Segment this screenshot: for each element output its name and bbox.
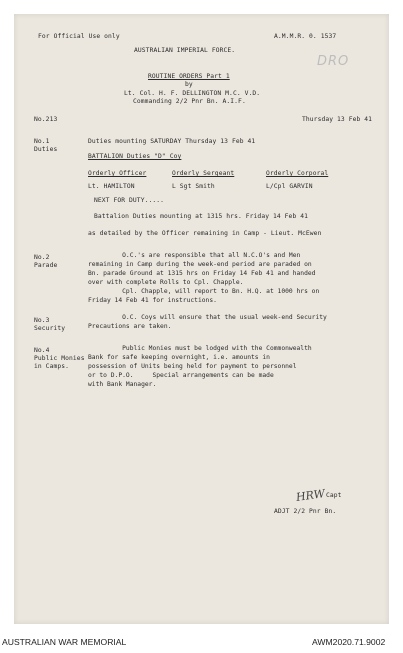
name-orderly-corporal: L/Cpl GARVIN: [266, 183, 313, 190]
classification-label: For Official Use only: [38, 33, 120, 40]
section1-line2: as detailed by the Officer remaining in Camp - Lieut. McEwen: [88, 230, 322, 237]
section4-number: No.4: [34, 347, 50, 354]
signature-appointment: ADJT 2/2 Pnr Bn.: [274, 508, 337, 515]
section3-heading: Security: [34, 325, 66, 332]
footer-accession-number: AWM2020.71.9002: [312, 637, 386, 647]
section1-number: No.1: [34, 138, 50, 145]
order-date: Thursday 13 Feb 41: [302, 116, 373, 123]
battalion-duties: BATTALION Duties "D" Coy: [88, 153, 182, 160]
section3-number: No.3: [34, 317, 50, 324]
signature-rank: Capt: [326, 492, 342, 499]
column-orderly-sergeant: Orderly Sergeant: [172, 170, 235, 177]
document-page: [14, 14, 389, 624]
section4-heading-line2: in Camps.: [34, 363, 70, 370]
section2-heading: Parade: [34, 262, 58, 269]
footer-archive-name: AUSTRALIAN WAR MEMORIAL: [2, 637, 127, 647]
section1-heading: Duties: [34, 146, 58, 153]
name-orderly-sergeant: L Sgt Smith: [172, 183, 215, 190]
section1-intro: Duties mounting SATURDAY Thursday 13 Feb 41: [88, 138, 256, 145]
section1-line1: Battalion Duties mounting at 1315 hrs. Friday 14 Feb 41: [94, 213, 309, 220]
force-title: AUSTRALIAN IMPERIAL FORCE.: [134, 47, 236, 54]
by-line: by: [185, 81, 193, 88]
next-for-duty: NEXT FOR DUTY.....: [94, 197, 165, 204]
section2-number: No.2: [34, 254, 50, 261]
officer-line: Lt. Col. H. F. DELLINGTON M.C. V.D.: [124, 90, 261, 97]
section4-heading-line1: Public Monies: [34, 355, 85, 362]
column-orderly-corporal: Orderly Corporal: [266, 170, 329, 177]
section3-text: O.C. Coys will ensure that the usual week-end Security Precautions are taken.: [88, 314, 327, 330]
orders-title: ROUTINE ORDERS Part 1: [148, 73, 230, 80]
column-orderly-officer: Orderly Officer: [88, 170, 147, 177]
order-number: No.213: [34, 116, 58, 123]
command-line: Commanding 2/2 Pnr Bn. A.I.F.: [133, 98, 246, 105]
signature-initials: HRW: [295, 487, 326, 504]
form-reference: A.M.M.R. 0. 1537: [274, 33, 337, 40]
dro-stamp: DRO: [317, 54, 350, 69]
name-orderly-officer: Lt. HAMILTON: [88, 183, 135, 190]
section4-text: Public Monies must be lodged with the Commonwealth Bank for safe keeping overnight, i.e. amounts in possession of Units being held for payment to personnel or to D.P.O. Special arrangements can be made with Bank Manager.: [88, 345, 312, 388]
section2-text: O.C.'s are responsible that all N.C.O's and Men remaining in Camp during the week-end period are paraded on Bn. parade Ground at 1315 hrs on Friday 14 Feb 41 and handed over with complete Rolls to Cpl. Chapple. Cpl. Chapple, will report to Bn. H.Q. at 1000 hrs on Friday 14 Feb 41 for instructions.: [88, 252, 320, 304]
